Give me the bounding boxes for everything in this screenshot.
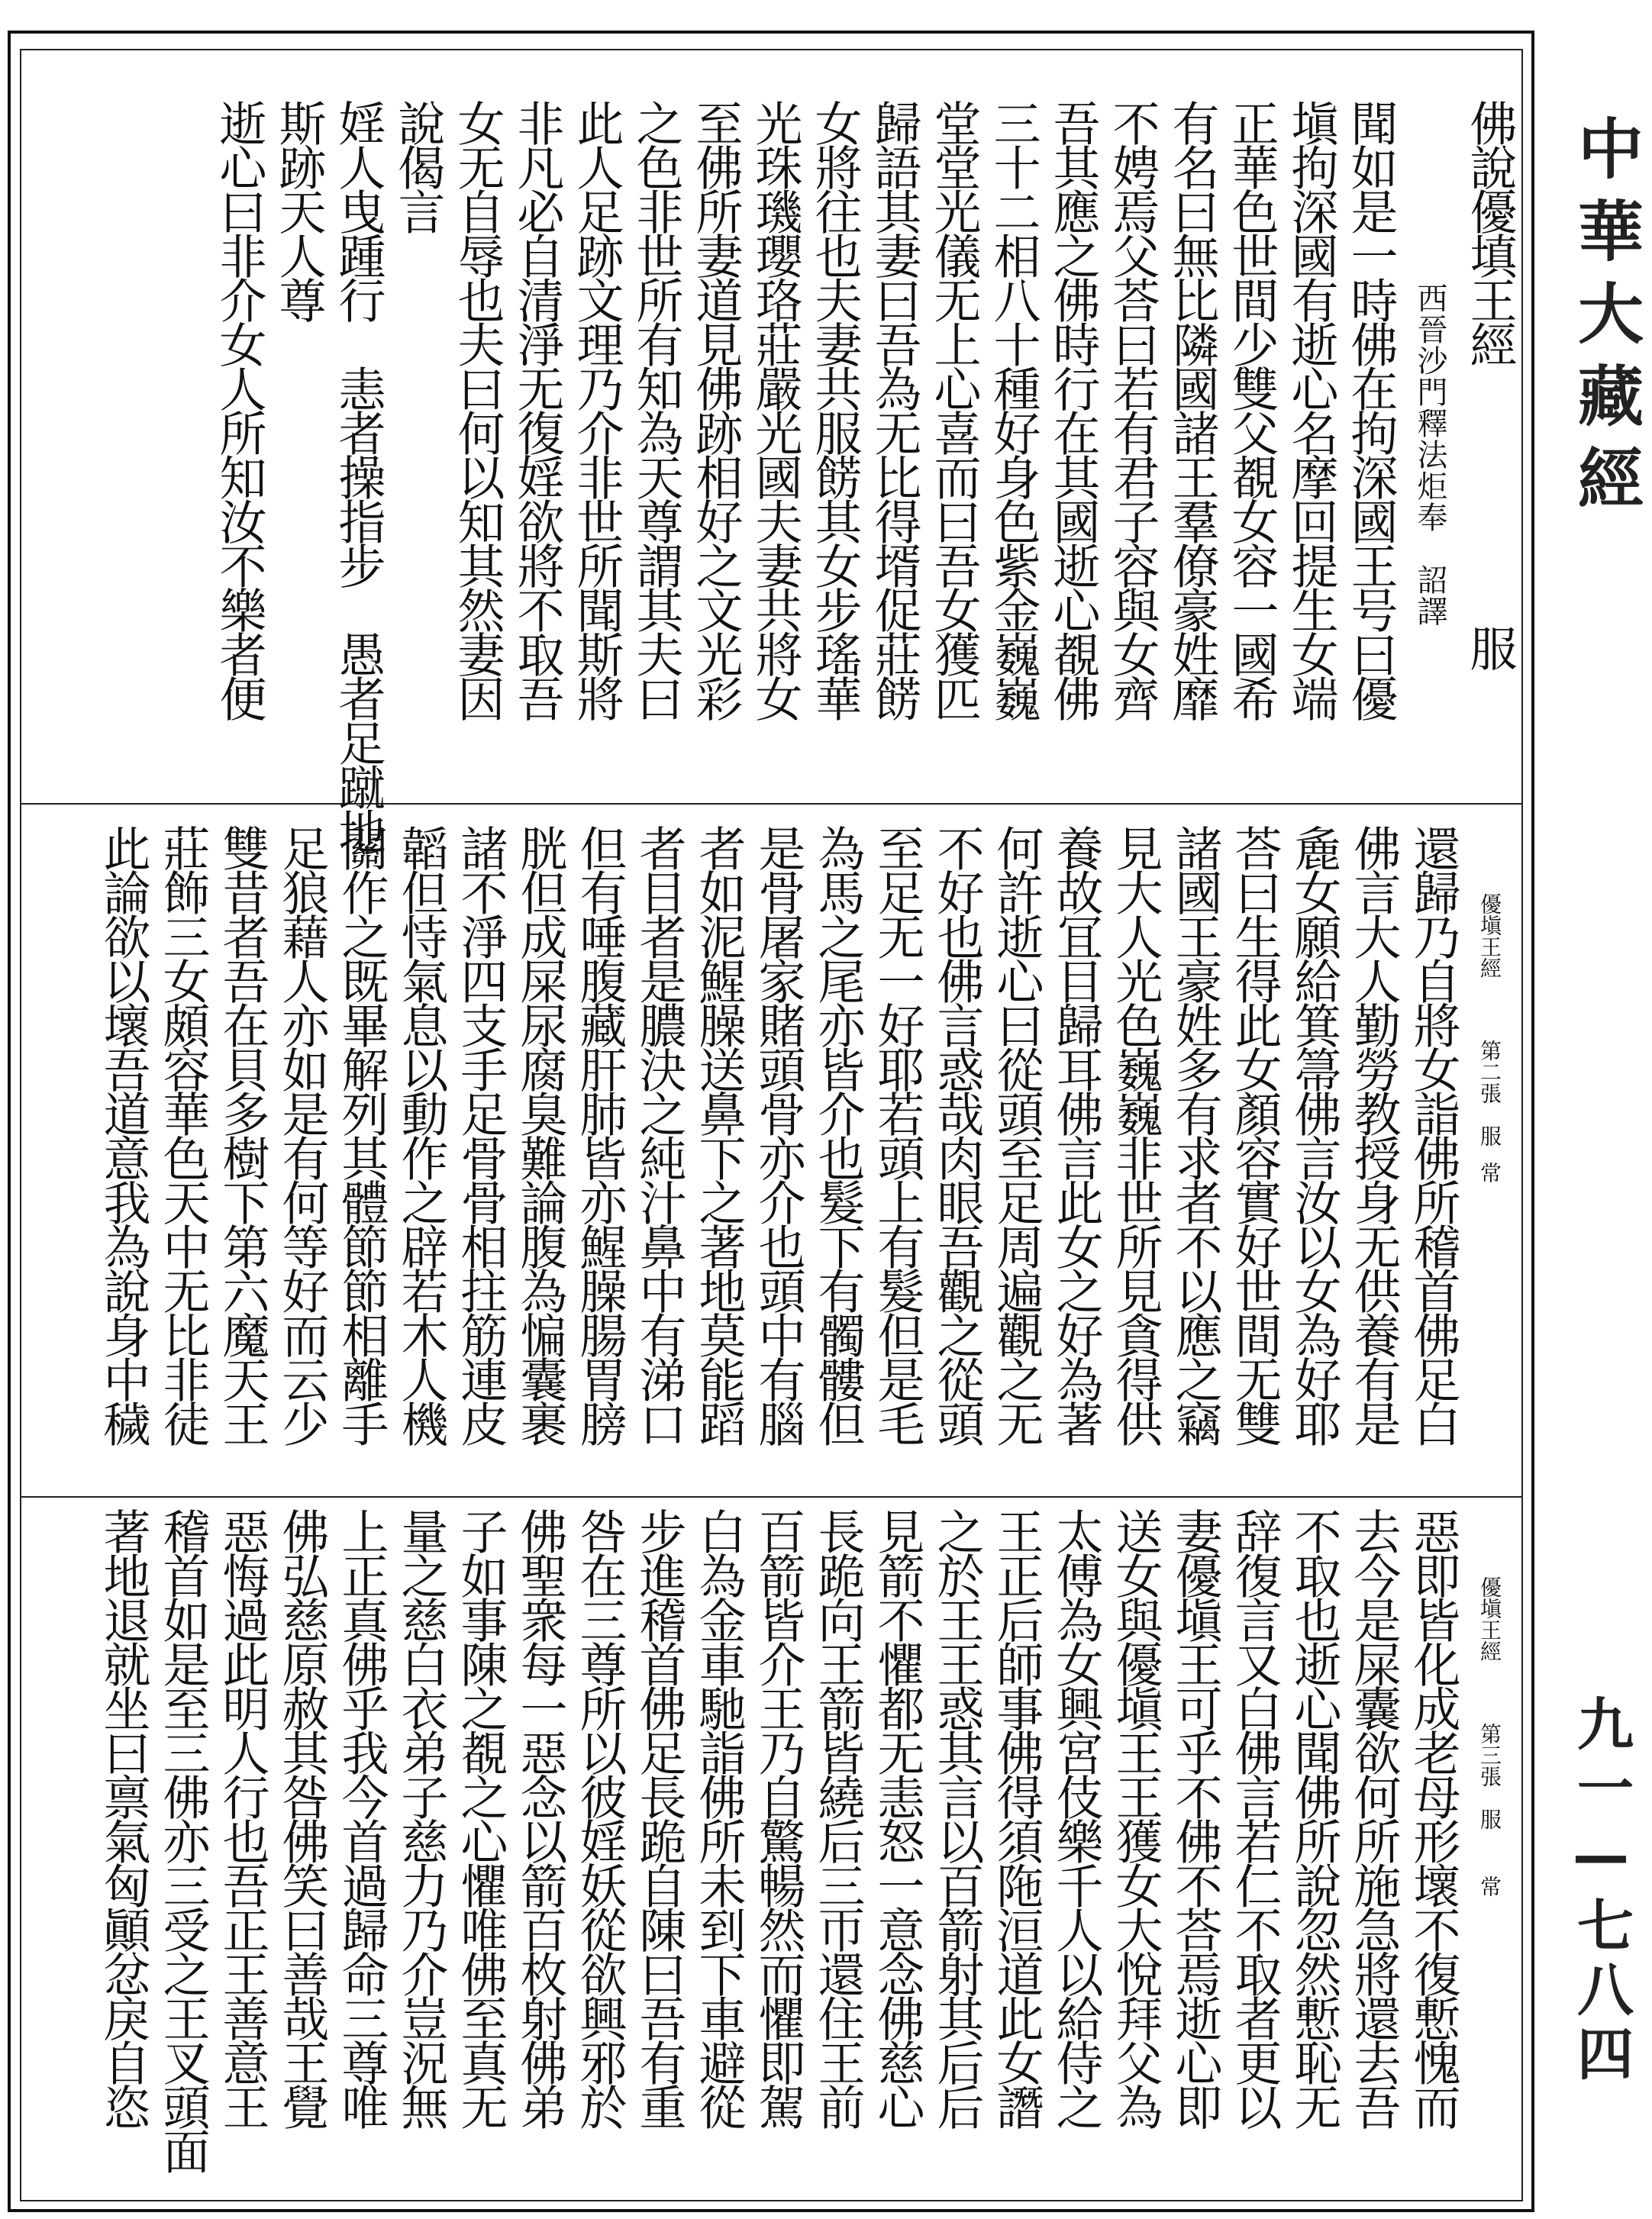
text-column: 佛弘慈原赦其咎佛笑曰善哉王覺: [274, 1508, 330, 2127]
text-column: 諸國王豪姓多有求者不以應之竊: [1167, 824, 1223, 1444]
text-column: 去今是屎囊欲何所施急將還去吾: [1346, 1508, 1402, 2127]
page-number: 九一—七八四: [1568, 1695, 1634, 2088]
text-column: 歸語其妻曰吾為无比得壻促莊餝: [866, 99, 922, 719]
text-column: 是骨屠家賭頭骨亦介也頭中有腦: [750, 824, 806, 1444]
text-column: 吾其應之佛時行在其國逝心覩佛: [1045, 99, 1101, 719]
text-column: 雙昔者吾在貝多樹下第六魔天王: [215, 824, 270, 1444]
text-column: 不娉焉父荅曰若有君子容與女齊: [1105, 99, 1160, 719]
text-column: 婬人曳踵行 恚者操指步 愚者足蹴地: [331, 99, 386, 852]
text-column: 養故冝目歸耳佛言此女之好為著: [1048, 824, 1104, 1444]
text-column: 有名曰無比隣國諸王羣僚豪姓靡: [1164, 99, 1220, 719]
text-column: 長跪向王箭皆繞后三帀還住王前: [810, 1508, 866, 2127]
text-column: 麁女願給箕箒佛言汝以女為好耶: [1286, 824, 1342, 1444]
text-column: 三十二相八十種好身色紫金巍巍: [986, 99, 1041, 719]
text-column: 咎在三尊所以彼婬妖從欲興邪於: [572, 1508, 628, 2127]
sutra-title: 佛說優填王經: [1462, 99, 1518, 365]
text-column: 不取也逝心聞佛所說忽然慙恥无: [1286, 1508, 1342, 2127]
text-column: 女將往也夫妻共服餝其女步瑤華: [807, 99, 863, 719]
text-column: 聞如是一時佛在拘深國王号曰優: [1343, 99, 1399, 719]
text-column: 莊飾三女頗容華色天中无比非徒: [155, 824, 211, 1444]
text-column: 上正真佛乎我今首過歸命三尊唯: [334, 1508, 389, 2127]
text-column: 步進稽首佛足長跪自陳曰吾有重: [631, 1508, 687, 2127]
text-column: 至佛所妻道見佛跡相好之文光彩: [688, 99, 744, 719]
text-column: 王正后師事佛得須陁洹道此女譖: [989, 1508, 1044, 2127]
panel-header-mark: 常: [1477, 1876, 1502, 1897]
sutra-panel-3: [27, 1508, 1516, 2191]
sutra-title-column: [1463, 99, 1516, 794]
text-column: 惡即皆化成老母形壞不復慙愧而: [1405, 1508, 1461, 2127]
text-column: 逝心曰非介女人所知汝不樂者便: [211, 99, 267, 719]
text-column: 胱但成屎尿腐臭難論腹為惼囊裹: [512, 824, 568, 1444]
text-column: 妻優塡王可乎不佛不荅焉逝心即: [1167, 1508, 1223, 2127]
text-column: 辞復言又白佛言若仁不取者更以: [1227, 1508, 1283, 2127]
text-column: 之於王王惑其言以百箭射其后后: [929, 1508, 985, 2127]
text-column: 佛言大人勤勞教授身无供養有是: [1346, 824, 1402, 1444]
text-column: 佛聖衆每一惡念以箭百枚射佛弟: [512, 1508, 568, 2127]
text-column: 正華色世間少雙父覩女容一國希: [1224, 99, 1279, 719]
text-column: 此論欲以壞吾道意我為說身中穢: [95, 824, 151, 1444]
text-column: 韜但恃氣息以動作之辟若木人機: [393, 824, 449, 1444]
translator-line: 西晉沙門釋法炬奉 詔譯: [1412, 282, 1447, 627]
text-column: 至足无一好耶若頭上有髮但是毛: [870, 824, 925, 1444]
text-column: 稽首如是至三佛亦三受之王叉頭面: [155, 1508, 211, 2172]
text-column: 還歸乃自將女詣佛所稽首佛足白: [1405, 824, 1461, 1444]
translator-column: [1403, 99, 1457, 794]
panel-header-mark: 常: [1477, 1162, 1502, 1183]
text-column: 堂堂光儀无上心喜而曰吾女獲匹: [926, 99, 982, 719]
text-column: 諸不淨四支手足骨骨相拄筋連皮: [453, 824, 508, 1444]
text-column: 者如泥鯹臊送鼻下之著地莫能蹈: [691, 824, 747, 1444]
text-column: 說偈言: [390, 99, 446, 232]
text-column: 此人足跡文理乃介非世所聞斯將: [569, 99, 624, 719]
text-column: 不好也佛言惑哉肉眼吾觀之從頭: [929, 824, 985, 1444]
text-column: 但有唾腹藏肝肺皆亦鯹臊腸胃膀: [572, 824, 628, 1444]
text-column: 見箭不懼都无恚怒一意念佛慈心: [870, 1508, 925, 2127]
text-column: 荅曰生得此女顏容實好世間无雙: [1227, 824, 1283, 1444]
text-column: 光珠璣瓔珞莊嚴光國夫妻共將女: [747, 99, 803, 719]
panel-header-title: 優塡王經: [1477, 893, 1502, 979]
text-column: 白為金車馳詣佛所未到下車避從: [691, 1508, 747, 2127]
sutra-panel-1: [27, 99, 1518, 852]
text-column: 何許逝心曰從頭至足周遍觀之无: [989, 824, 1044, 1444]
marginal-mark: 服: [1462, 624, 1518, 669]
text-column: 斯跡天人尊: [271, 99, 327, 321]
text-column: 女无自辱也夫曰何以知其然妻因: [450, 99, 505, 719]
panel-header-page: 第二張 服: [1477, 1040, 1502, 1147]
text-column: 關作之既畢解列其體節節相離手: [334, 824, 389, 1444]
panel-header-page: 第三張 服: [1477, 1723, 1502, 1830]
collection-title: 中華大藏經: [1566, 114, 1643, 527]
panel-header-column: [1463, 1508, 1516, 2191]
panel-header-column: [1463, 824, 1516, 1488]
text-column: 足狼藉人亦如是有何等好而云少: [274, 824, 330, 1444]
panel-divider-1: [21, 803, 1521, 805]
text-column: 著地退就坐曰禀氣匈顚忿戾自恣: [95, 1508, 151, 2127]
sutra-panel-2: [27, 824, 1516, 1488]
text-column: 送女與優塡王王獲女大悅拜父為: [1108, 1508, 1163, 2127]
text-column: 見大人光色巍巍非世所見貪得供: [1108, 824, 1163, 1444]
text-column: 惡悔過此明人行也吾正王善意王: [215, 1508, 270, 2127]
text-column: 之色非世所有知為天尊謂其夫曰: [628, 99, 684, 719]
text-column: 百箭皆介王乃自驚暢然而懼即駕: [750, 1508, 806, 2127]
text-column: 子如事陳之覩之心懼唯佛至真无: [453, 1508, 508, 2127]
text-column: 非凡必自清淨无復婬欲將不取吾: [509, 99, 565, 719]
text-column: 者目者是膿決之純汁鼻中有涕口: [631, 824, 687, 1444]
panel-header-title: 優塡王經: [1477, 1576, 1502, 1662]
text-column: 塡拘深國有逝心名摩回提生女端: [1283, 99, 1339, 719]
panel-divider-2: [21, 1496, 1521, 1498]
text-column: 量之慈白衣弟子慈力乃介豈況無: [393, 1508, 449, 2127]
text-column: 太傅為女興宮伎樂千人以給侍之: [1048, 1508, 1104, 2127]
text-column: 為馬之尾亦皆介也髮下有髑髏但: [810, 824, 866, 1444]
